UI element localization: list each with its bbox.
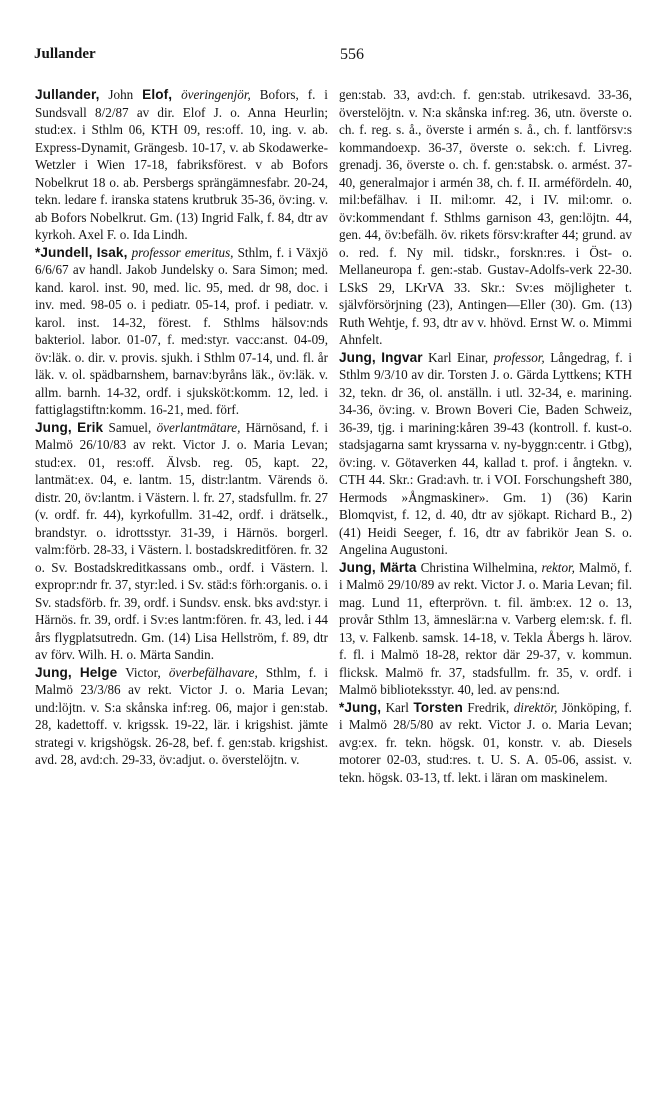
entry-title: överingenjör, bbox=[181, 87, 251, 102]
entry-surname: Jung, bbox=[35, 419, 72, 435]
entry-title: överbefälhavare, bbox=[168, 664, 258, 680]
entry-surname: Jung, bbox=[339, 559, 376, 575]
entry-body: Jönköping, f. i Malmö 28/5/80 av rekt. Victor J. o. Maria Levan; avg:ex. fr. tekn. högsk. 01, konstr. v. ab. Diesels motorer 02-03, stud:res. t. U. S. A. 05-06, assist. v. tekn. högsk. 03-13, tf. lekt. i läran om maskinelem. bbox=[339, 699, 632, 785]
entry-surname: Jung, bbox=[339, 349, 376, 365]
entry-title: professor, bbox=[493, 349, 545, 365]
entry-called-name: Erik bbox=[77, 419, 104, 435]
entry-jung-ingvar bbox=[339, 349, 632, 559]
entry-given-name: Samuel, bbox=[108, 419, 152, 435]
entry-title: rektor, bbox=[541, 559, 575, 575]
page-header bbox=[34, 46, 632, 72]
entry-given-name: John bbox=[108, 87, 134, 102]
entry-jung-helge bbox=[35, 664, 328, 769]
entry-jullander-john-elof bbox=[35, 86, 328, 244]
entry-jung-erik bbox=[35, 419, 328, 664]
entry-title: professor emeritus, bbox=[131, 244, 234, 260]
left-column bbox=[35, 86, 328, 769]
entry-jung-torsten bbox=[339, 699, 632, 787]
entry-given-name: Christina Wilhelmina, bbox=[420, 559, 538, 575]
entry-called-name: Isak, bbox=[96, 244, 128, 260]
entry-body: Långedrag, f. i Sthlm 9/3/10 av dir. Torsten J. o. Gärda Lyttkens; KTH 32, tekn. dr 36, ol. anställn. i utl. 32-34, e. marining. 34-36, öv:ing. v. Brown Boveri Cie, Baden Schweiz, 36-39, tjg. i marining:kåren 39-43 (kontroll. f. kust-o. stadsjagarna samt kryssarna v. ny-byggn:centr. i Gtbg), öv:ing. v. Götaverken 44, kallad t. prof. i ångtekn. v. CTH 44. Skr.: Grad:avh. tr. i VOI. Forschungsheft 380, Hermods »Ångmaskiner». Gm. 1) (36) Karin Blomqvist, f. 12, d. 40, dtr av sjökapt. Richard B., 2) (41) Heidi Seeger, f. 16, dtr av fabrikör Jean S. o. Angelina Augustoni. bbox=[339, 349, 632, 557]
entry-called-name: Torsten bbox=[413, 699, 463, 715]
entry-body: Sthlm, f. i Växjö 6/6/67 av handl. Jakob Jundelsky o. Sara Simon; med. kand. karol. inst. 90, med. lic. 95, med. dr 98, doc. i inv. med. 98-05 o. i pediatr. 05-14, prof. i pediatr. v. karol. inst. 14-32, förest. f. Sthlms hälsov:nds bakteriol. labor. 01-07, f. med:styr. vacc:anst. 04-09, öv:läk. o. dir. v. provis. sjukh. i Sthlm 07-14, und. fl. år läk. v. ol. spädbarnshem, barnav:byråns läk., öv:läk. v. allm. barnh. 14-32, ordf. i sjuksköt:komm. 12, led. i fattiglagstiftn:komm. 16-21, med. förf. bbox=[35, 244, 328, 417]
entry-jundell-isak bbox=[35, 244, 328, 419]
entry-given-name: Karl bbox=[385, 699, 409, 715]
running-head: Jullander bbox=[34, 46, 96, 62]
entry-body: Sthlm, f. i Malmö 23/3/86 av rekt. Victor J. o. Maria Levan; und:löjtn. v. S:a skånska inf:reg. 06, major i gen:stab. 28, kadettoff. v. krigssk. 19-22, lär. i krigshist. jämte strategi v. krigshögsk. 26-28, bef. f. gen:stab. krigshist. avd. 28, avd:ch. 29-33, öv:adjut. o. överstelöjtn. v. bbox=[35, 664, 328, 767]
entry-surname: Jullander, bbox=[35, 87, 100, 102]
entry-title: direktör, bbox=[513, 699, 558, 715]
entry-given-name: Victor, bbox=[125, 664, 161, 680]
right-column bbox=[339, 86, 632, 786]
entry-surname: Jung, bbox=[35, 664, 72, 680]
entry-given-name: Fredrik, bbox=[467, 699, 510, 715]
entry-body: Malmö, f. i Malmö 29/10/89 av rekt. Victor J. o. Maria Levan; fil. mag. Lund 11, efterprövn. t. fil. ämb:ex. 12 o. 13, provår Sthlm 13, ämneslär:na v. Varberg elem:sk. f. fl. 13, v. Falkenb. samsk. 14-18, v. Tekla Åbergs h. lärov. f. fl. i Malmö 18-28, rektor där 29-37, v. kommun. flicksk. Malmö fr. 37, stadsfullm. fr. 35, v. ordf. i Malmö biblioteksstyr. 40, led. av pens:nd. bbox=[339, 559, 632, 697]
entry-surname: *Jung, bbox=[339, 699, 382, 715]
entry-surname: *Jundell, bbox=[35, 244, 93, 260]
entry-called-name: Helge bbox=[79, 664, 118, 680]
entry-given-name: Karl Einar, bbox=[428, 349, 489, 365]
entry-body: gen:stab. 33, avd:ch. f. gen:stab. utrikesavd. 33-36, överstelöjtn. v. N:a skånska inf:reg. 36, utn. överste o. ch. f. reg. s. å., överste i armén s. å., ch. f. lantförsv:s kommandoexp. 36-37, överste o. sek:ch. f. Livreg. grenadj. 36, överste o. ch. f. gen:stabsk. o. armést. 37-40, generalmajor i armén 38, ch. f. II. arméfördeln. 40, mil:befälhav. i II. mil:omr. 42, i IV. mil:omr. o. öv:kommendant f. Sthlms garnison 43, gen:löjtn. 44, gen. 44, öv:befälh. öv. rikets försv:krafter 44; grund. av o. red. f. Ny mil. tidskr., forskn:res. i Öst- o. Mellaneuropa f. gen:-stab. Gustav-Adolfs-verk 22-30. LSkS 29, LKrVA 33. Skr.: Sv:es möjligheter t. självförsörjning (23), Antingen—Eller (30). Gm. (13) Ruth Wehtje, f. 93, dtr av v. hhövd. Ernst W. o. Mimmi Ahnfelt. bbox=[339, 87, 632, 347]
entry-body: Härnösand, f. i Malmö 26/10/83 av rekt. Victor J. o. Maria Levan; stud:ex. 01, res:off. Älvsb. reg. 05, kapt. 22, lantmät:ex. 04, e. lantm. 15, distr:lantm. Värends ö. distr. 20, öv:lantm. i Västern. l. fr. 27, stadsfullm. fr. 27 (v. ordf. fr. 44), kyrkofullm. 31-42, ordf. i drätselk., brandstyr. o. idrottsstyr. 31-39, i Härnös. borgerl. valm:förb. 28-33, i Västern. l. bostadskreditfören. fr. 32 o. Sv. Bostadskreditkassans omb., ordf. i Västern. l. expropr:ndr fr. 37, styr:led. i Sv. städ:s förh:organis. o. i Sv. stadsförb. fr. 39, ordf. i Sundsv. ensk. bks avd:styr. i Härnös. fr. 39, ordf. i Sv:es lantm:fören. fr. 43, led. i 44 års flygplatsutredn. Gm. (14) Lisa Hellström, f. 89, dtr av förv. Wilh. H. o. Märta Sandin. bbox=[35, 419, 328, 662]
page-number: 556 bbox=[340, 46, 364, 63]
entry-body: Bofors, f. i Sundsvall 8/2/87 av dir. Elof J. o. Anna Heurlin; stud:ex. i Sthlm 06, KTH 09, res:off. 10, ing. v. ab. Express-Dynamit, Grängesb. 10-17, v. ab Skodawerke-Wetzler i Wien 17-18, fabriksförest. v ab Bofors Nobelkrut 18 o. ab. Persbergs sprängämnesfabr. 20-24, tekn. ledare f. iranska statens krutbruk 35-36, öv:ing. v. ab Bofors Nobelkrut. Gm. (13) Ingrid Falk, f. 84, dtr av kyrkoh. Axel F. o. Ida Lindh. bbox=[35, 87, 328, 242]
entry-title: överlantmätare, bbox=[156, 419, 241, 435]
entry-jung-helge-continued bbox=[339, 86, 632, 349]
entry-jung-marta bbox=[339, 559, 632, 699]
entry-called-name: Ingvar bbox=[381, 349, 423, 365]
entry-called-name: Märta bbox=[379, 559, 417, 575]
entry-called-name: Elof, bbox=[142, 87, 173, 102]
